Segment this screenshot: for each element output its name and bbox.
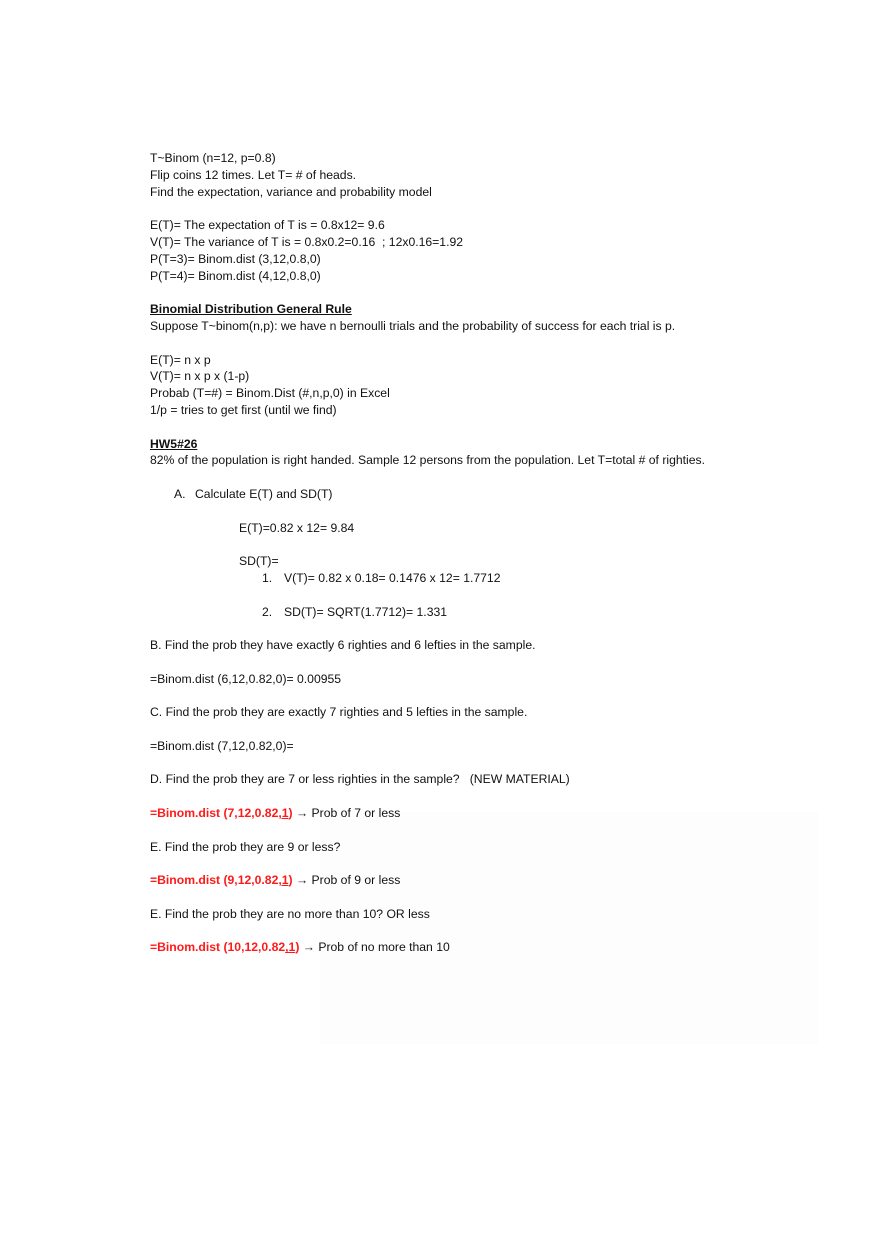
part-c-answer: =Binom.dist (7,12,0.82,0)=: [150, 738, 294, 753]
part-e2-formula: [150, 940, 299, 954]
spacer: [150, 822, 830, 839]
part-e-formula-main: =Binom.dist (9,12,0.82: [150, 873, 279, 888]
spacer: [150, 889, 830, 906]
part-e-answer: [150, 872, 830, 889]
spacer: [150, 855, 830, 872]
part-a-step-1: [150, 570, 830, 587]
intro-line-2: Flip coins 12 times. Let T= # of heads.: [150, 167, 357, 182]
part-e-note: → Prob of 9 or less: [292, 873, 401, 888]
part-a-text: Calculate E(T) and SD(T): [195, 486, 333, 501]
spacer: [150, 755, 830, 772]
hw-intro: 82% of the population is right handed. Sample 12 persons from the population. Let T=total # of righties.: [150, 453, 706, 468]
part-e2-answer: [150, 939, 830, 956]
spacer: [150, 721, 830, 738]
part-e-formula: [150, 873, 293, 887]
hw-heading: HW5#26: [150, 436, 198, 451]
part-a-marker: A.: [174, 486, 186, 501]
general-rule-line-3: V(T)= n x p x (1-p): [150, 369, 250, 384]
part-d-formula-main: =Binom.dist (7,12,0.82: [150, 806, 279, 821]
prob-t3-line: P(T=3)= Binom.dist (3,12,0.8,0): [150, 251, 321, 266]
step-1-text: V(T)= 0.82 x 0.18= 0.1476 x 12= 1.7712: [284, 570, 501, 585]
spacer: [150, 620, 830, 637]
variance-line: V(T)= The variance of T is = 0.8x0.2=0.16 ; 12x0.16=1.92: [150, 234, 464, 249]
document-page: [150, 150, 830, 956]
part-e-question: E. Find the prob they are 9 or less?: [150, 839, 341, 854]
spacer: [150, 536, 830, 553]
part-d-formula-underlined: ,1: [278, 806, 289, 821]
spacer: [150, 284, 830, 301]
general-rule-line-5: 1/p = tries to get first (until we find): [150, 402, 337, 417]
step-2-text: SD(T)= SQRT(1.7712)= 1.331: [284, 604, 448, 619]
spacer: [150, 688, 830, 705]
part-e2-formula-underlined: ,1: [285, 940, 296, 955]
general-rule-line-4: Probab (T=#) = Binom.Dist (#,n,p,0) in Excel: [150, 386, 390, 401]
part-d-formula-end: ): [288, 806, 293, 821]
part-e2-formula-end: ): [295, 940, 300, 955]
prob-t4-line: P(T=4)= Binom.dist (4,12,0.8,0): [150, 268, 321, 283]
part-b-answer: =Binom.dist (6,12,0.82,0)= 0.00955: [150, 671, 342, 686]
part-d-answer: [150, 805, 830, 822]
spacer: [150, 503, 830, 520]
step-2-marker: 2.: [262, 604, 273, 619]
spacer: [150, 923, 830, 940]
spacer: [150, 200, 830, 217]
part-e-formula-end: ): [288, 873, 293, 888]
part-d-question: D. Find the prob they are 7 or less righties in the sample? (NEW MATERIAL): [150, 772, 570, 787]
spacer: [150, 419, 830, 436]
part-e-formula-underlined: ,1: [278, 873, 289, 888]
part-b-question: B. Find the prob they have exactly 6 righties and 6 lefties in the sample.: [150, 638, 536, 653]
spacer: [150, 587, 830, 604]
part-a-line: [150, 486, 830, 503]
part-a-step-2: [150, 604, 830, 621]
spacer: [150, 335, 830, 352]
part-e2-note: → Prob of no more than 10: [299, 940, 450, 955]
intro-line-3: Find the expectation, variance and probability model: [150, 184, 432, 199]
part-e2-question: E. Find the prob they are no more than 10? OR less: [150, 906, 430, 921]
spacer: [150, 788, 830, 805]
expectation-line: E(T)= The expectation of T is = 0.8x12= 9.6: [150, 218, 385, 233]
part-a-sd-label: SD(T)=: [239, 554, 279, 569]
part-c-question: C. Find the prob they are exactly 7 righties and 5 lefties in the sample.: [150, 705, 528, 720]
part-a-expectation: E(T)=0.82 x 12= 9.84: [239, 520, 355, 535]
part-e2-formula-main: =Binom.dist (10,12,0.82: [150, 940, 286, 955]
intro-line-1: T~Binom (n=12, p=0.8): [150, 151, 276, 165]
spacer: [150, 469, 830, 486]
part-d-note: → Prob of 7 or less: [292, 806, 401, 821]
general-rule-heading: Binomial Distribution General Rule: [150, 302, 352, 317]
general-rule-line-2: E(T)= n x p: [150, 352, 211, 367]
step-1-marker: 1.: [262, 570, 273, 585]
general-rule-line-1: Suppose T~binom(n,p): we have n bernoulli trials and the probability of success for each trial is p.: [150, 318, 676, 333]
part-d-formula: [150, 806, 293, 820]
spacer: [150, 654, 830, 671]
